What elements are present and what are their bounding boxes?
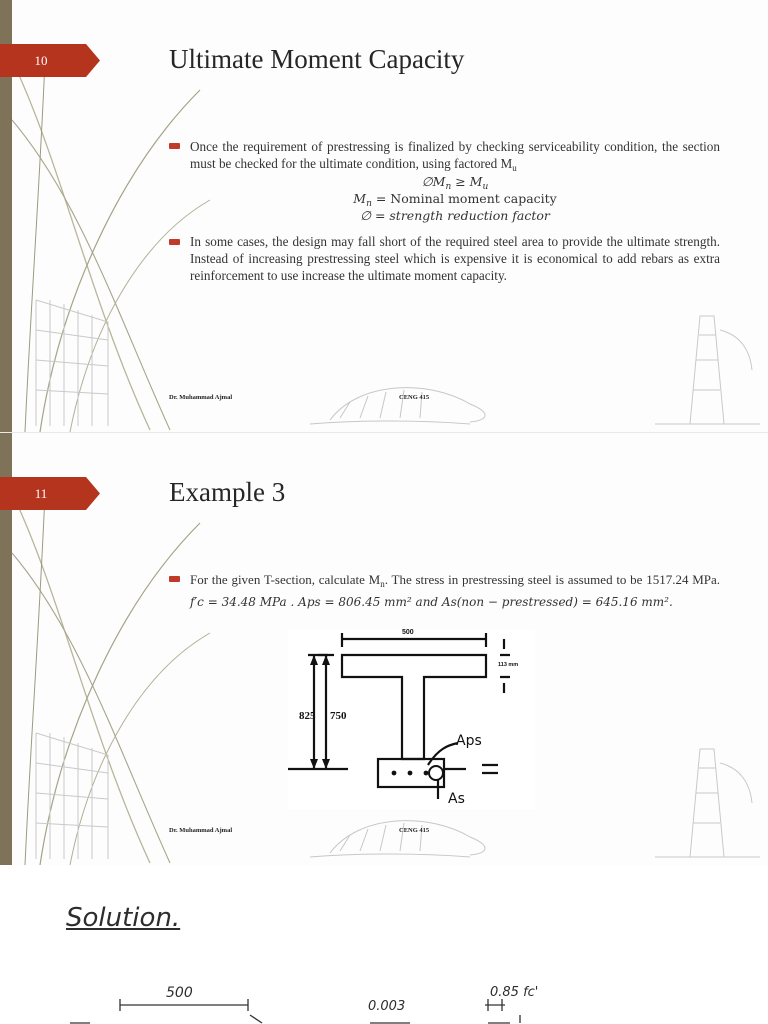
solution-heading: Solution. [66, 903, 181, 933]
bullet-text-1: For the given T-section, calculate $M_n$. The stress in prestressing steel is assumed to be 1517.24 MPa. f′c = 34.48 MPa . Aps = 806.45 mm² and As(non − prestressed) = 645.16 mm². [190, 572, 721, 609]
aps-label: Aps [456, 733, 482, 749]
bullet-arrow-icon [169, 143, 180, 149]
footer-course: CENG 415 [399, 827, 430, 834]
bullet-text-1: Once the requirement of prestressing is finalized by checking serviceability condition, the section must be checked for the ultimate condition, using factored $M_u$ [190, 139, 720, 173]
outer-height-label: 825 [299, 710, 316, 722]
footer-course: CENG 415 [399, 394, 430, 401]
hw-stress-label: 0.85 fc' [490, 985, 539, 1000]
slide-title: Ultimate Moment Capacity [169, 44, 465, 74]
width-label: 500 [402, 629, 414, 636]
slide-number: 11 [34, 486, 48, 501]
slide-title: Example 3 [169, 477, 286, 507]
slide-11 [0, 433, 768, 865]
footer-author: Dr. Muhammad Ajmal [169, 394, 233, 401]
slide-number-badge [0, 44, 100, 77]
hw-width-label: 500 [166, 985, 193, 1001]
bullet-text-2: In some cases, the design may fall short of the required steel area to provide the ultimate strength. Instead of increasing prestressing steel which is expensive it is economical to add rebars as extra reinforcement to use increase the ultimate moment capacity. [190, 234, 720, 283]
handwritten-solution-area [0, 865, 768, 1024]
hw-strain-label: 0.003 [368, 999, 406, 1014]
footer-author: Dr. Muhammad Ajmal [169, 827, 233, 834]
equation-1: $\emptyset M_n \ge M_u$ [421, 174, 489, 192]
as-label: As [448, 791, 465, 807]
equation-2: $M_n$ = Nominal moment capacity [353, 191, 557, 209]
bullet-arrow-icon [169, 239, 180, 245]
bullet-arrow-icon [169, 576, 180, 582]
equation-3: ∅ = strength reduction factor [360, 208, 550, 223]
slide-10 [0, 0, 768, 432]
handwritten-sketch [0, 865, 768, 1024]
flange-thickness-label: 113 mm [498, 662, 519, 668]
t-section-drawing [288, 629, 535, 809]
inner-height-label: 750 [330, 710, 347, 722]
slide-number: 10 [34, 53, 48, 68]
t-section-figure [288, 629, 535, 809]
slide-number-badge [0, 477, 100, 510]
